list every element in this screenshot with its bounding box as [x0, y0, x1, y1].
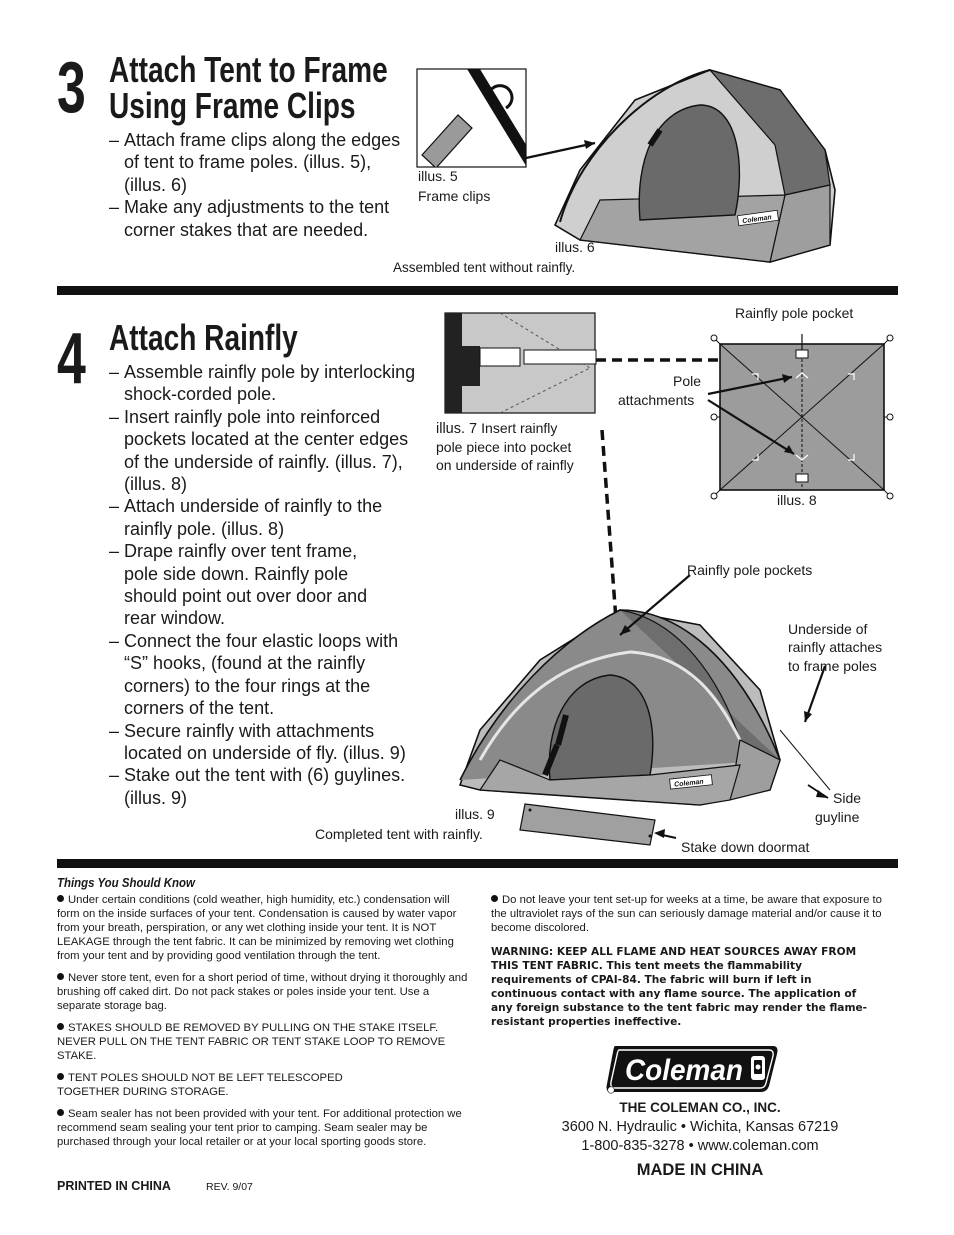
- made-in-china: MADE IN CHINA: [636, 1161, 764, 1179]
- note-item: [491, 893, 891, 935]
- rainfly-pole-pocket-label: Rainfly pole pocket: [735, 305, 854, 321]
- note-text: Do not leave your tent set-up for weeks at a time, be aware that exposure to the ultraviolet rays of the sun can seriously damage material and/or cause it to become discolored.: [491, 894, 882, 934]
- bullet-dot-icon: [57, 1073, 64, 1080]
- note-text: TENT POLES SHOULD NOT BE LEFT TELESCOPED TOGETHER DURING STORAGE.: [57, 1072, 343, 1098]
- coleman-logo-text: Coleman: [625, 1054, 743, 1087]
- note-item: [57, 1107, 475, 1149]
- illus-7-caption-3: on underside of rainfly: [436, 457, 574, 473]
- illus-7-caption-2: pole piece into pocket: [436, 439, 572, 455]
- note-text: STAKES SHOULD BE REMOVED BY PULLING ON THE STAKE ITSELF. NEVER PULL ON THE TENT FABRIC OR TENT STAKE LOOP TO REMOVE STAKE.: [57, 1022, 446, 1062]
- coleman-logo: [605, 1040, 780, 1096]
- note-text: Under certain conditions (cold weather, high humidity, etc.) condensation will form on the inside surfaces of your tent. Condensation is caused by water vapor from your breath, perspiration, or any wet clothing inside your tent. It is NOT LEAKAGE through the tent fabric. It can be minimized by removing wet clothing from your tent and by providing good ventilation through the tent.: [57, 894, 457, 962]
- step-4-title: Attach Rainfly: [109, 317, 298, 358]
- step-3-title-line1: Attach Tent to Frame: [109, 49, 388, 90]
- illus-9-label: illus. 9: [455, 806, 495, 822]
- bullet-dot-icon: [57, 895, 64, 902]
- illus-9-caption: Completed tent with rainfly.: [315, 826, 483, 842]
- bullet-dot-icon: [57, 973, 64, 980]
- underside-label-3: to frame poles: [788, 658, 877, 674]
- step-4-bullet: – Secure rainfly with attachments located on underside of fly. (illus. 9): [109, 720, 427, 765]
- note-item: [57, 893, 475, 963]
- company-name: THE COLEMAN CO., INC.: [619, 1100, 781, 1115]
- pole-attachments-label-1: Pole: [673, 373, 702, 389]
- step-4-bullet: – Stake out the tent with (6) guylines. (illus. 9): [109, 764, 427, 809]
- notes-right-column: [491, 893, 891, 1029]
- note-text: Seam sealer has not been provided with your tent. For additional protection we recommend seam sealing your tent prior to camping. Seam sealer may be purchased through your local retailer or at your local sporting goods store.: [57, 1108, 462, 1148]
- bullet-dot-icon: [57, 1023, 64, 1030]
- illus-6-tent-logo: Coleman: [741, 214, 773, 226]
- notes-left-column: [57, 893, 475, 1157]
- illus-6-label: illus. 6: [555, 239, 595, 255]
- illus-7-label-text: illus. 7: [436, 421, 478, 437]
- step-3-title-line2: Using Frame Clips: [109, 85, 356, 126]
- side-guyline-label-1: Side: [833, 790, 862, 806]
- note-item: [57, 971, 475, 1013]
- step-4-bullet: – Attach underside of rainfly to the rainfly pole. (illus. 8): [109, 495, 427, 540]
- lantern-icon: [751, 1056, 765, 1080]
- rainfly-pole-pockets-label: Rainfly pole pockets: [687, 562, 813, 578]
- illus-7-caption-1: Insert rainfly: [481, 420, 558, 436]
- note-item: [57, 1021, 475, 1063]
- note-item: [57, 1071, 475, 1099]
- section-divider: [57, 286, 898, 295]
- step-4-bullet: – Assemble rainfly pole by interlocking shock-corded pole.: [109, 361, 427, 406]
- pole-attachments-label-2: attachments: [618, 392, 695, 408]
- step-3-bullet: – Attach frame clips along the edges of tent to frame poles. (illus. 5), (illus. 6): [109, 129, 409, 196]
- bullet-dot-icon: [491, 895, 498, 902]
- stake-doormat-label: Stake down doormat: [681, 839, 810, 855]
- step-4-bullet: – Connect the four elastic loops with “S” hooks, (found at the rainfly corners) to the four rings at the corners of the tent.: [109, 630, 427, 720]
- company-address: 3600 N. Hydraulic • Wichita, Kansas 67219: [561, 1119, 839, 1135]
- step-4-bullet: – Drape rainfly over tent frame, pole side down. Rainfly pole should point out over door and rear window.: [109, 540, 427, 630]
- step-4-instructions: [109, 361, 427, 809]
- illus-9-tent-with-rainfly-drawing: [440, 430, 840, 860]
- notes-heading: Things You Should Know: [57, 875, 195, 890]
- illus-9-tent-logo: Coleman: [673, 778, 705, 789]
- step-4-bullet: – Insert rainfly pole into reinforced pockets located at the center edges of the underside of rainfly. (illus. 7), (illus. 8): [109, 406, 427, 496]
- step-3-number: 3: [57, 48, 85, 128]
- illus-6-tent-drawing: [540, 50, 900, 270]
- step-3-bullet: – Make any adjustments to the tent corner stakes that are needed.: [109, 196, 409, 241]
- illus-5-caption: Frame clips: [418, 188, 491, 204]
- side-guyline-label-2: guyline: [815, 809, 860, 825]
- revision-date: REV. 9/07: [206, 1181, 253, 1193]
- bullet-dot-icon: [57, 1109, 64, 1116]
- step-3-instructions: [109, 129, 409, 241]
- underside-label-1: Underside of: [788, 621, 868, 637]
- company-contact: 1-800-835-3278 • www.coleman.com: [581, 1138, 819, 1154]
- illus-6-caption: Assembled tent without rainfly.: [393, 260, 576, 275]
- flame-warning: WARNING: KEEP ALL FLAME AND HEAT SOURCES AWAY FROM THIS TENT FABRIC. This tent meets the flammability requirements of CPAI-84. The fabric will burn if left in continuous contact with any flame source. The application of any foreign substance to the tent fabric may render the flame-resistant properties ineffective.: [491, 946, 868, 1028]
- illus-8-label: illus. 8: [777, 492, 817, 508]
- registered-mark-icon: [608, 1087, 615, 1094]
- illus-5-label: illus. 5: [418, 168, 458, 184]
- note-text: Never store tent, even for a short period of time, without drying it thoroughly and brushing off caked dirt. Do not pack stakes or poles inside your tent. Use a separate storage bag.: [57, 972, 468, 1012]
- step-4-number: 4: [57, 319, 85, 399]
- underside-label-2: rainfly attaches: [788, 639, 883, 655]
- section-divider: [57, 859, 898, 868]
- printed-in-china: PRINTED IN CHINA: [57, 1179, 171, 1193]
